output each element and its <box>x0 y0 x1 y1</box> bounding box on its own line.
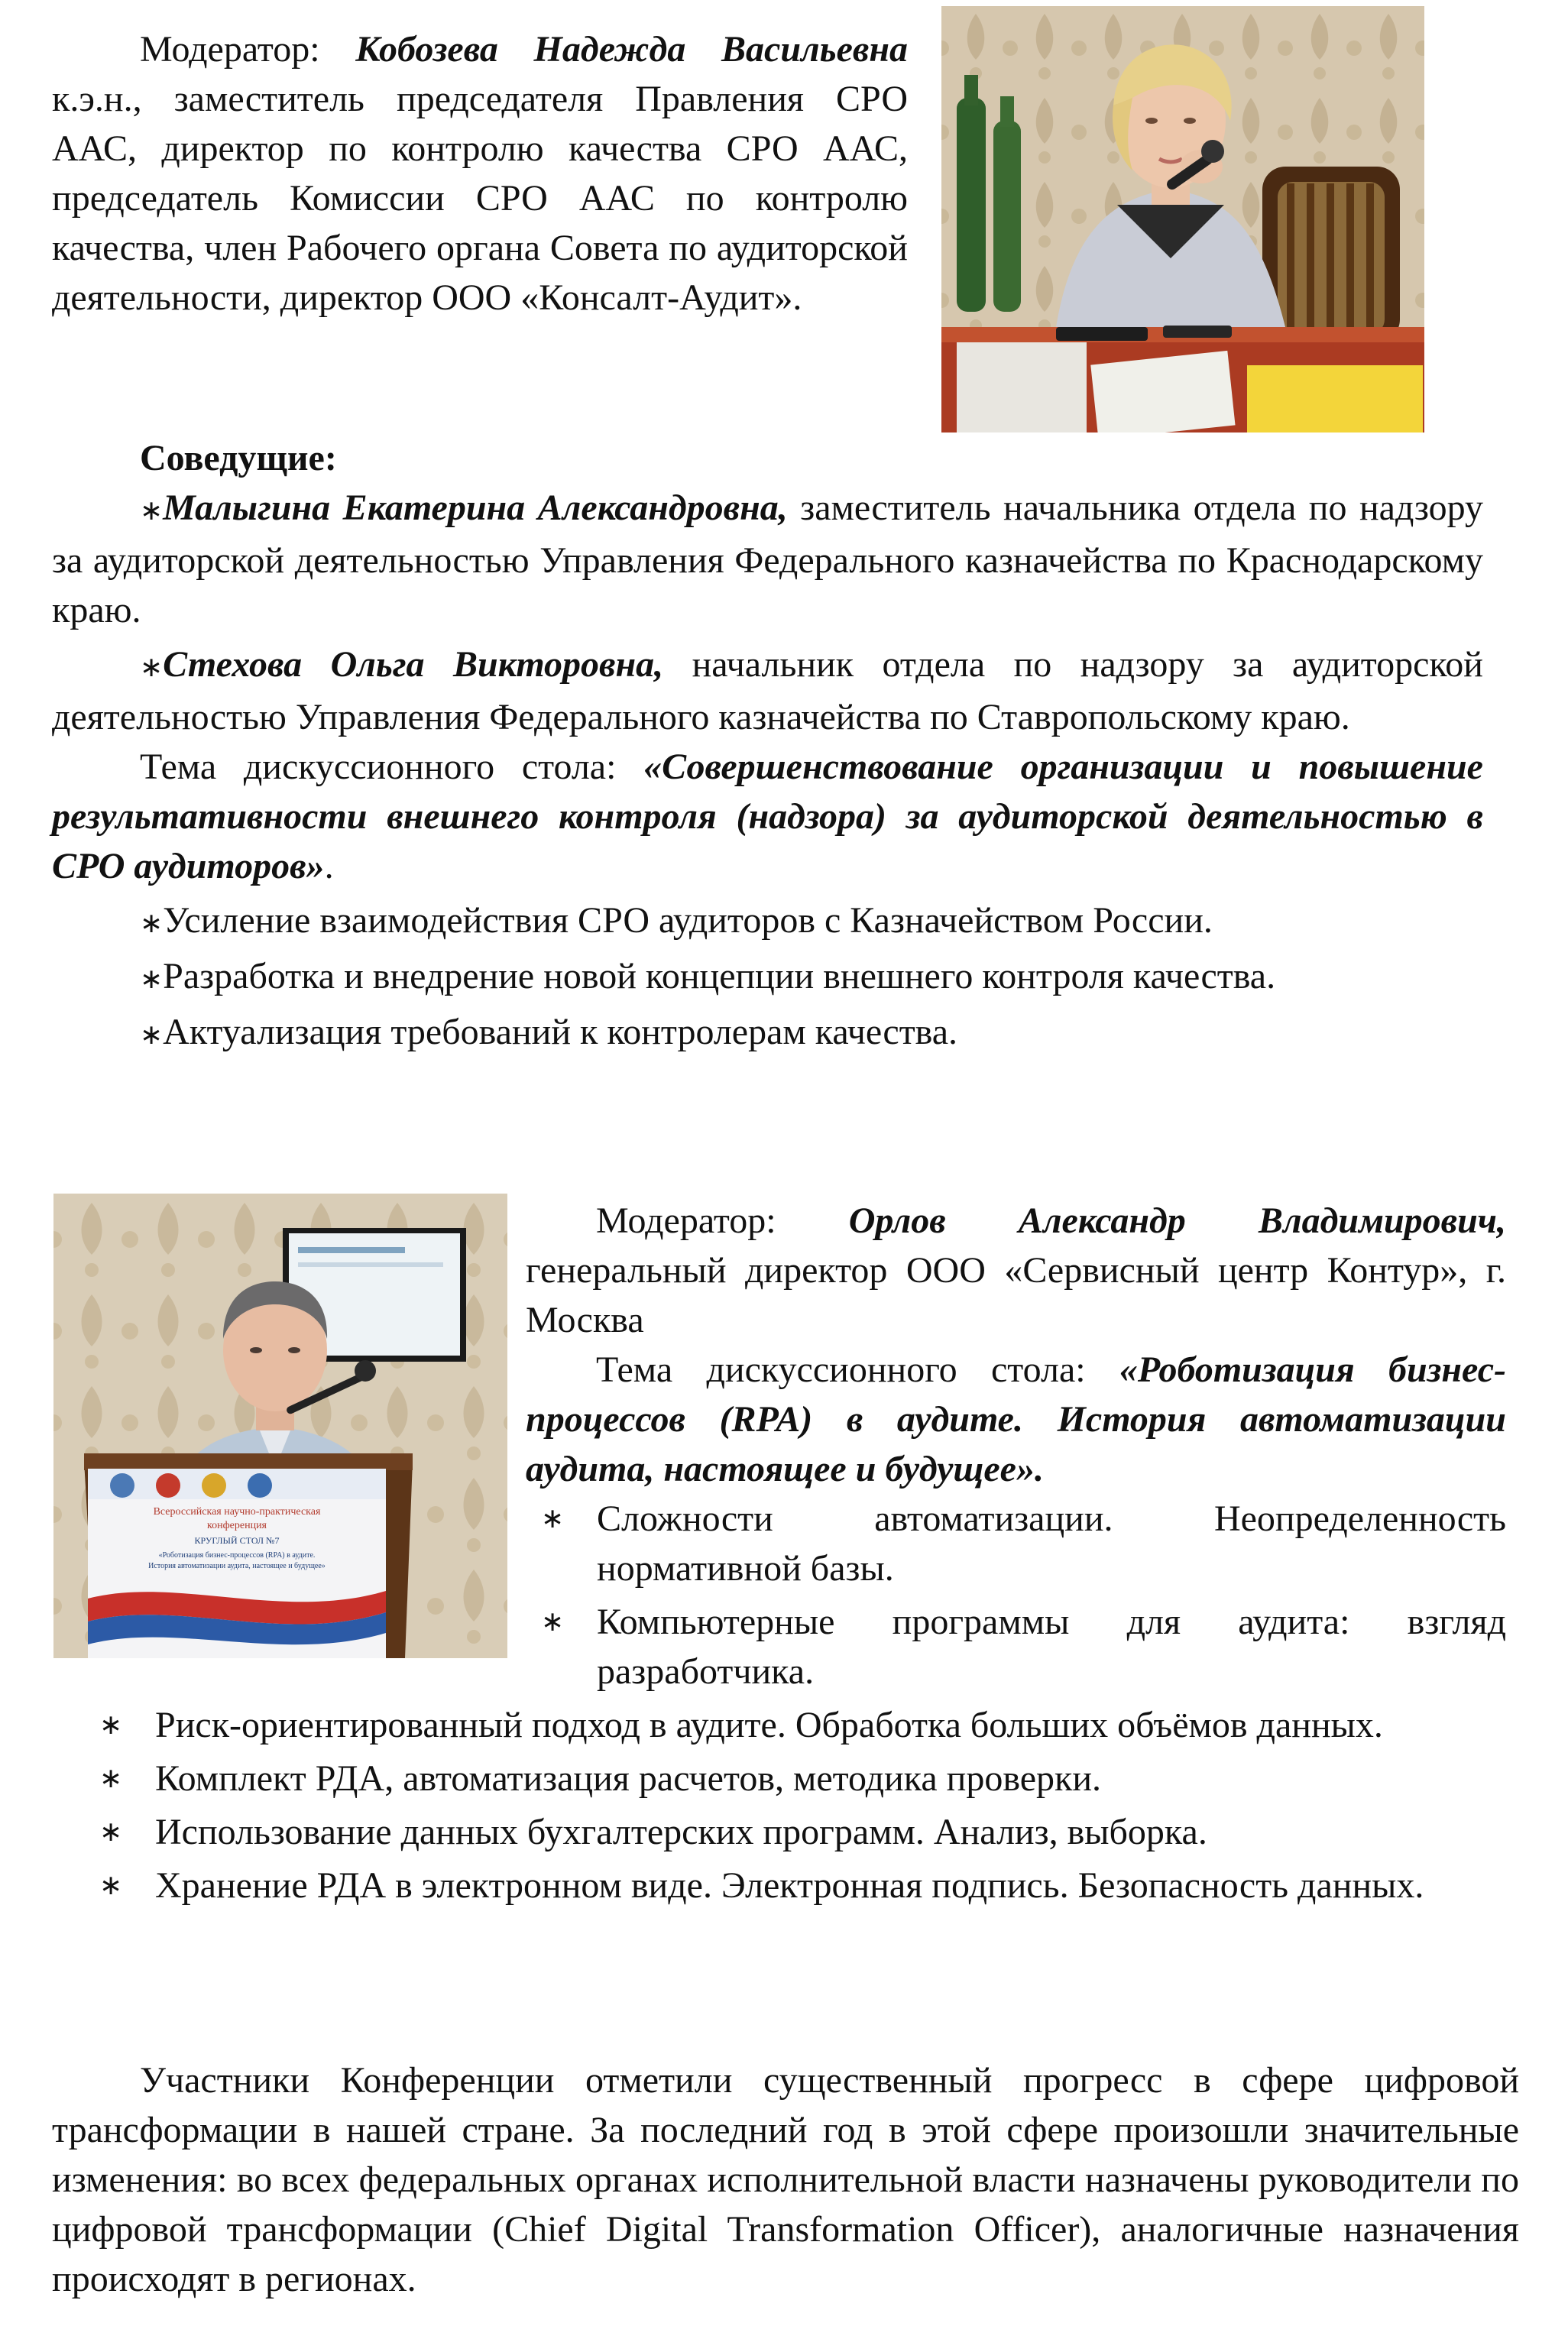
topic-title: «Роботизация бизнес-процессов (RPA) в аудите. История автоматизации аудита, настоящее и будущее». <box>526 1349 1506 1489</box>
bullet-icon: ∗ <box>140 495 164 526</box>
closing-paragraph: Участники Конференции отметили существенный прогресс в сфере цифровой трансформации в нашей стране. За последний год в этой сфере произошли значительные изменения: во всех федеральных органах исполнительной власти назначены руководители по цифровой трансформации (Chief Digital Transformation Officer), аналогичные назначения происходят в регионах. <box>52 2060 1519 2299</box>
list-item: ∗ Риск-ориентированный подход в аудите. Обработка больших объёмов данных. <box>84 1700 1506 1750</box>
cohost-1 <box>52 483 1483 635</box>
list-item: ∗ Сложности автоматизации. Неопределенность нормативной базы. <box>526 1494 1506 1593</box>
cohosts-heading: Соведущие: <box>140 438 337 478</box>
section1-moderator-block <box>52 24 908 322</box>
list-item: ∗ Компьютерные программы для аудита: взгляд разработчика. <box>526 1597 1506 1696</box>
moderator-label: Модератор: <box>596 1200 849 1241</box>
moderator-label: Модератор: <box>140 29 320 70</box>
section2-topic <box>526 1345 1506 1494</box>
topic-label: Тема дискуссионного стола: <box>140 747 644 787</box>
moderator-name: Кобозева Надежда Васильевна <box>355 29 908 70</box>
moderator-photo-man <box>53 1194 507 1658</box>
cohost-1-name: Малыгина Екатерина Александровна, <box>163 488 788 528</box>
topic-label: Тема дискуссионного стола: <box>596 1349 1119 1390</box>
moderator-name: Орлов Александр Владимирович, <box>848 1200 1506 1241</box>
bullet-icon: ∗ <box>541 1503 565 1534</box>
moderator-photo-woman <box>941 6 1424 432</box>
list-item: ∗ Использование данных бухгалтерских программ. Анализ, выборка. <box>84 1807 1506 1857</box>
section1-bullet-2: ∗Разработка и внедрение новой концепции внешнего контроля качества. <box>140 956 1276 996</box>
bullet-icon: ∗ <box>99 1763 123 1794</box>
banner-line2: конференция <box>207 1520 267 1531</box>
bullet-icon: ∗ <box>99 1816 123 1848</box>
section2-list-wide <box>84 1700 1506 1910</box>
bullet-icon: ∗ <box>99 1709 123 1741</box>
bullet-icon: ∗ <box>99 1870 123 1901</box>
bullet-icon: ∗ <box>541 1606 565 1638</box>
bullet-icon: ∗ <box>140 1019 164 1051</box>
cohost-2 <box>52 640 1483 742</box>
section1-moderator-paragraph <box>52 24 908 322</box>
banner-line1: Всероссийская научно-практическая <box>153 1506 321 1518</box>
bullet-icon: ∗ <box>140 652 164 683</box>
bullet-icon: ∗ <box>140 908 164 939</box>
section1-bullet-3: ∗Актуализация требований к контролерам качества. <box>140 1012 957 1052</box>
bullet-icon: ∗ <box>140 964 164 995</box>
banner-line3: КРУГЛЫЙ СТОЛ №7 <box>194 1535 280 1546</box>
topic-end: . <box>324 846 334 886</box>
banner-line5: История автоматизации аудита, настоящее и будущее» <box>148 1562 326 1570</box>
closing-block <box>52 2056 1519 2304</box>
section2-moderator-block <box>526 1196 1506 1494</box>
cohost-2-name: Стехова Ольга Викторовна, <box>163 644 664 685</box>
section2-moderator-paragraph <box>526 1196 1506 1345</box>
topic-title: «Совершенствование организации и повышение результативности внешнего контроля (надзора) за аудиторской деятельностью в СРО аудиторов» <box>52 747 1483 886</box>
cohost-2-desc: начальник отдела по надзору за аудиторской деятельностью Управления Федерального казначейства по Ставропольскому краю. <box>52 644 1483 737</box>
section2-list-narrow <box>526 1494 1506 1696</box>
section1-body <box>52 433 1483 1060</box>
section1-bullet-1: ∗Усиление взаимодействия СРО аудиторов с Казначейством России. <box>140 900 1213 941</box>
section1-topic <box>52 742 1483 891</box>
moderator-description: к.э.н., заместитель председателя Правления СРО ААС, директор по контролю качества СРО ААС, председатель Комиссии СРО ААС по контролю качества, член Рабочего органа Совета по аудиторской деятельности, директор ООО «Консалт-Аудит». <box>52 79 908 318</box>
cohost-1-desc: заместитель начальника отдела по надзору за аудиторской деятельностью Управления Федерального казначейства по Краснодарскому краю. <box>52 488 1484 630</box>
banner-line4: «Роботизация бизнес-процессов (RPA) в аудите. <box>158 1551 316 1560</box>
moderator-description: генеральный директор ООО «Сервисный центр Контур», г. Москва <box>526 1250 1506 1340</box>
list-item: ∗ Хранение РДА в электронном виде. Электронная подпись. Безопасность данных. <box>84 1861 1506 1910</box>
list-item: ∗ Комплект РДА, автоматизация расчетов, методика проверки. <box>84 1754 1506 1803</box>
